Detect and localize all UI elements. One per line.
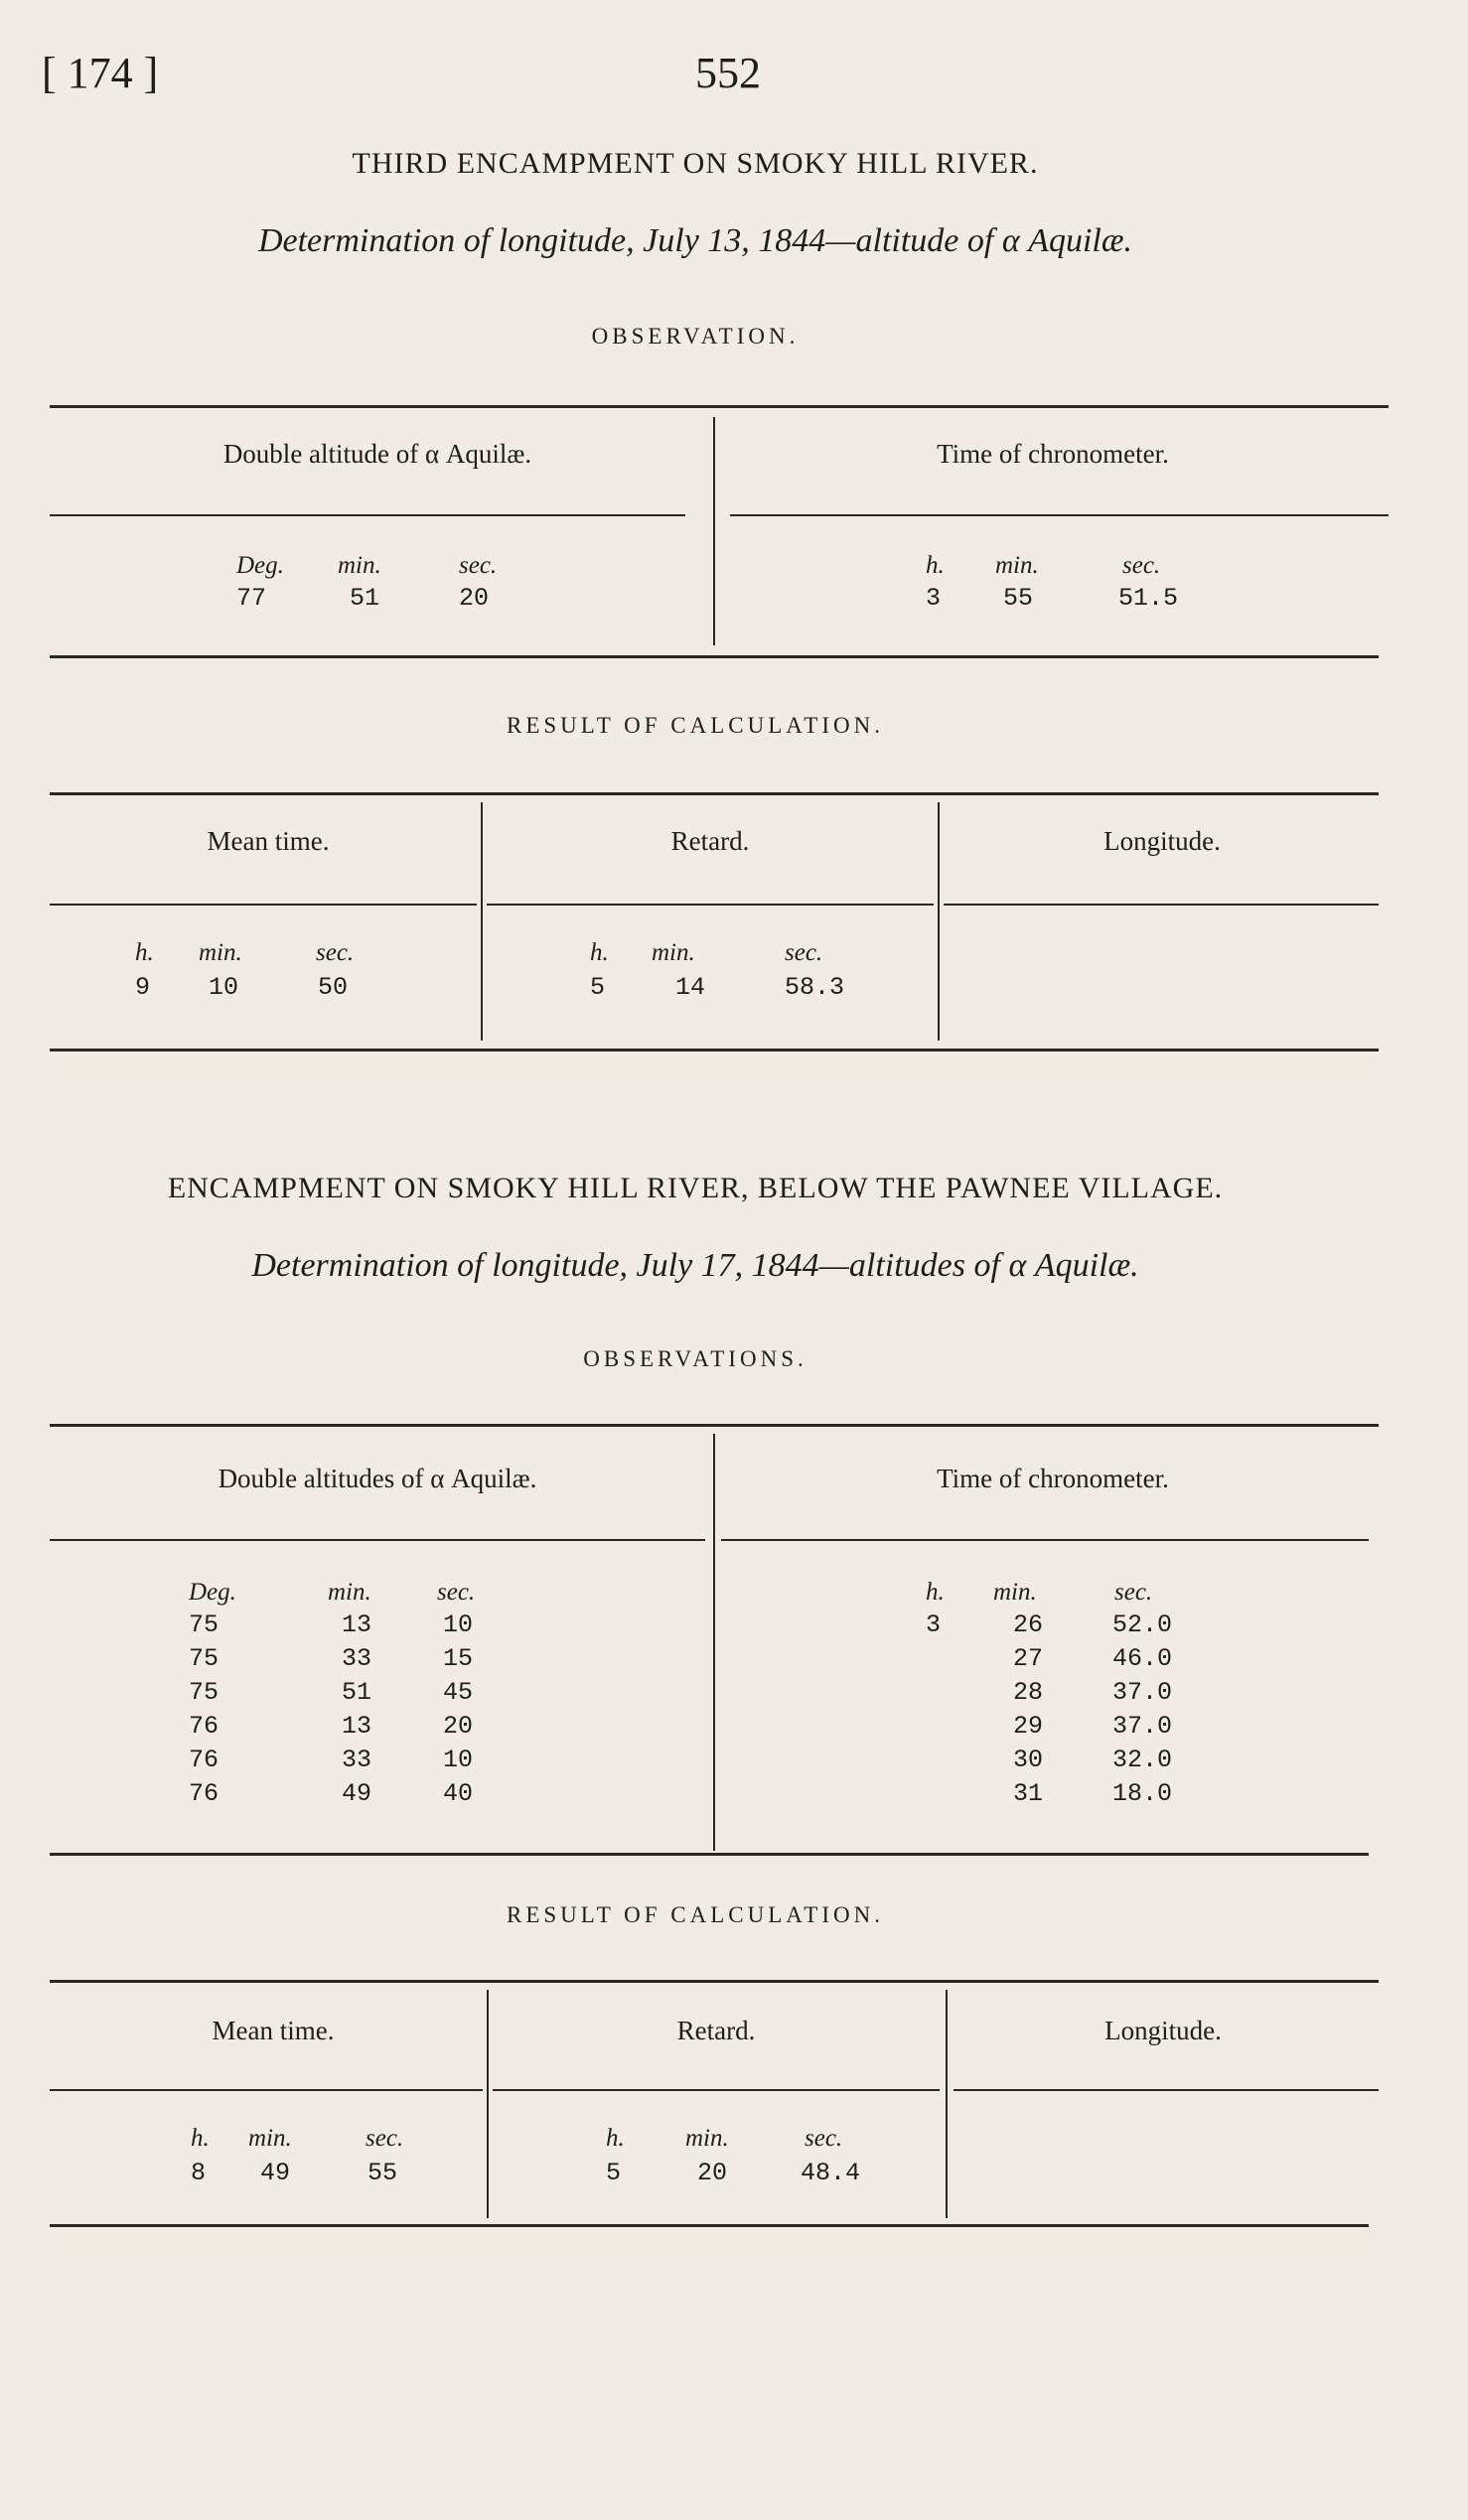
table-rule	[50, 655, 1379, 658]
mean-h: 8	[191, 2159, 207, 2187]
obs-tmin: 29	[1013, 1712, 1044, 1741]
obs-deg: 75	[189, 1644, 220, 1673]
table-rule	[954, 2089, 1379, 2091]
column-divider	[938, 802, 940, 1041]
obs-tmin: 28	[1013, 1678, 1044, 1707]
obs-min: 33	[342, 1746, 372, 1774]
table-rule	[50, 514, 685, 516]
obs-sec: 10	[443, 1746, 474, 1774]
col-header-longitude: Longitude.	[1103, 826, 1221, 856]
retard-min: 20	[697, 2159, 728, 2187]
obs-tsec: 18.0	[1112, 1779, 1173, 1808]
obs-deg: 76	[189, 1746, 220, 1774]
obs-min: 49	[342, 1779, 372, 1808]
bracket-page-number: [ 174 ]	[42, 49, 159, 97]
obs-tsec: 37.0	[1112, 1712, 1173, 1741]
unit-sec: sec.	[805, 2125, 843, 2152]
unit-deg: Deg.	[189, 1579, 236, 1606]
section1-observation-label: OBSERVATION.	[591, 324, 800, 349]
obs-tsec: 32.0	[1112, 1746, 1173, 1774]
unit-sec: sec.	[366, 2125, 404, 2152]
section1-subtitle: Determination of longitude, July 13, 1844—altitude of α Aquilæ.	[257, 222, 1133, 259]
unit-deg: Deg.	[236, 552, 284, 579]
section2-observation-label: OBSERVATIONS.	[583, 1346, 807, 1371]
table-rule	[50, 405, 1389, 408]
column-divider	[481, 802, 483, 1041]
unit-h: h.	[191, 2125, 210, 2152]
table-rule	[50, 2089, 483, 2091]
unit-sec: sec.	[1122, 552, 1161, 579]
obs-tmin: 27	[1013, 1644, 1044, 1673]
table-rule	[50, 2224, 1369, 2227]
unit-h: h.	[590, 939, 609, 966]
mean-h: 9	[135, 973, 151, 1002]
obs-sec: 40	[443, 1779, 474, 1808]
unit-min: min.	[995, 552, 1039, 579]
obs-min: 51	[350, 584, 380, 613]
unit-h: h.	[606, 2125, 625, 2152]
column-divider	[946, 1990, 948, 2218]
unit-min: min.	[248, 2125, 292, 2152]
section1-result-label: RESULT OF CALCULATION.	[506, 713, 884, 738]
col-header-chronometer: Time of chronometer.	[937, 1464, 1169, 1493]
unit-min: min.	[328, 1579, 371, 1606]
obs-min: 33	[342, 1644, 372, 1673]
table-rule	[50, 1539, 705, 1541]
unit-min: min.	[685, 2125, 729, 2152]
unit-h: h.	[135, 939, 154, 966]
obs-tmin: 30	[1013, 1746, 1044, 1774]
obs-tsec: 46.0	[1112, 1644, 1173, 1673]
table-rule	[50, 904, 477, 906]
retard-sec: 48.4	[801, 2159, 861, 2187]
obs-tsec: 37.0	[1112, 1678, 1173, 1707]
mean-sec: 50	[318, 973, 349, 1002]
unit-sec: sec.	[316, 939, 355, 966]
table-rule	[50, 1049, 1379, 1051]
unit-sec: sec.	[437, 1579, 476, 1606]
table-rule	[50, 1980, 1379, 1983]
obs-deg: 75	[189, 1678, 220, 1707]
obs-deg: 76	[189, 1712, 220, 1741]
column-divider	[713, 1434, 715, 1851]
unit-min: min.	[338, 552, 381, 579]
obs-min: 51	[342, 1678, 372, 1707]
obs-tmin: 55	[1003, 584, 1034, 613]
unit-min: min.	[652, 939, 695, 966]
obs-deg: 76	[189, 1779, 220, 1808]
obs-sec: 45	[443, 1678, 474, 1707]
unit-min: min.	[199, 939, 242, 966]
section1-title: THIRD ENCAMPMENT ON SMOKY HILL RIVER.	[352, 147, 1039, 180]
retard-sec: 58.3	[785, 973, 845, 1002]
unit-sec: sec.	[785, 939, 823, 966]
table-rule	[50, 1853, 1369, 1856]
obs-h: 3	[926, 1610, 942, 1639]
unit-sec: sec.	[459, 552, 498, 579]
obs-h: 3	[926, 584, 942, 613]
unit-min: min.	[993, 1579, 1037, 1606]
col-header-longitude: Longitude.	[1104, 2016, 1222, 2045]
table-rule	[944, 904, 1379, 906]
obs-tmin: 26	[1013, 1610, 1044, 1639]
retard-h: 5	[606, 2159, 622, 2187]
table-rule	[50, 792, 1379, 795]
obs-tsec: 52.0	[1112, 1610, 1173, 1639]
obs-sec: 20	[443, 1712, 474, 1741]
mean-min: 10	[209, 973, 239, 1002]
section2-subtitle: Determination of longitude, July 17, 1844—altitudes of α Aquilæ.	[251, 1247, 1139, 1284]
obs-sec: 10	[443, 1610, 474, 1639]
column-divider	[713, 417, 715, 645]
unit-sec: sec.	[1114, 1579, 1153, 1606]
obs-deg: 75	[189, 1610, 220, 1639]
retard-h: 5	[590, 973, 606, 1002]
obs-min: 13	[342, 1610, 372, 1639]
unit-h: h.	[926, 552, 945, 579]
col-header-mean-time: Mean time.	[207, 826, 330, 856]
obs-tsec: 51.5	[1118, 584, 1179, 613]
table-rule	[730, 514, 1389, 516]
unit-h: h.	[926, 1579, 945, 1606]
table-rule	[50, 1424, 1379, 1427]
retard-min: 14	[675, 973, 706, 1002]
col-header-mean-time: Mean time.	[212, 2016, 335, 2045]
obs-sec: 20	[459, 584, 490, 613]
table-rule	[487, 904, 934, 906]
obs-tmin: 31	[1013, 1779, 1044, 1808]
obs-min: 13	[342, 1712, 372, 1741]
page-number: 552	[695, 49, 761, 97]
obs-deg: 77	[236, 584, 267, 613]
col-header-retard: Retard.	[676, 2016, 756, 2045]
section2-result-label: RESULT OF CALCULATION.	[506, 1902, 884, 1927]
col-header-chronometer: Time of chronometer.	[937, 439, 1169, 469]
table-rule	[493, 2089, 940, 2091]
section2-title: ENCAMPMENT ON SMOKY HILL RIVER, BELOW THE PAWNEE VILLAGE.	[167, 1172, 1224, 1204]
obs-sec: 15	[443, 1644, 474, 1673]
mean-sec: 55	[367, 2159, 398, 2187]
col-header-retard: Retard.	[670, 826, 750, 856]
column-divider	[487, 1990, 489, 2218]
mean-min: 49	[260, 2159, 291, 2187]
col-header-altitude: Double altitudes of α Aquilæ.	[218, 1464, 537, 1493]
table-rule	[721, 1539, 1369, 1541]
col-header-altitude: Double altitude of α Aquilæ.	[222, 439, 532, 469]
